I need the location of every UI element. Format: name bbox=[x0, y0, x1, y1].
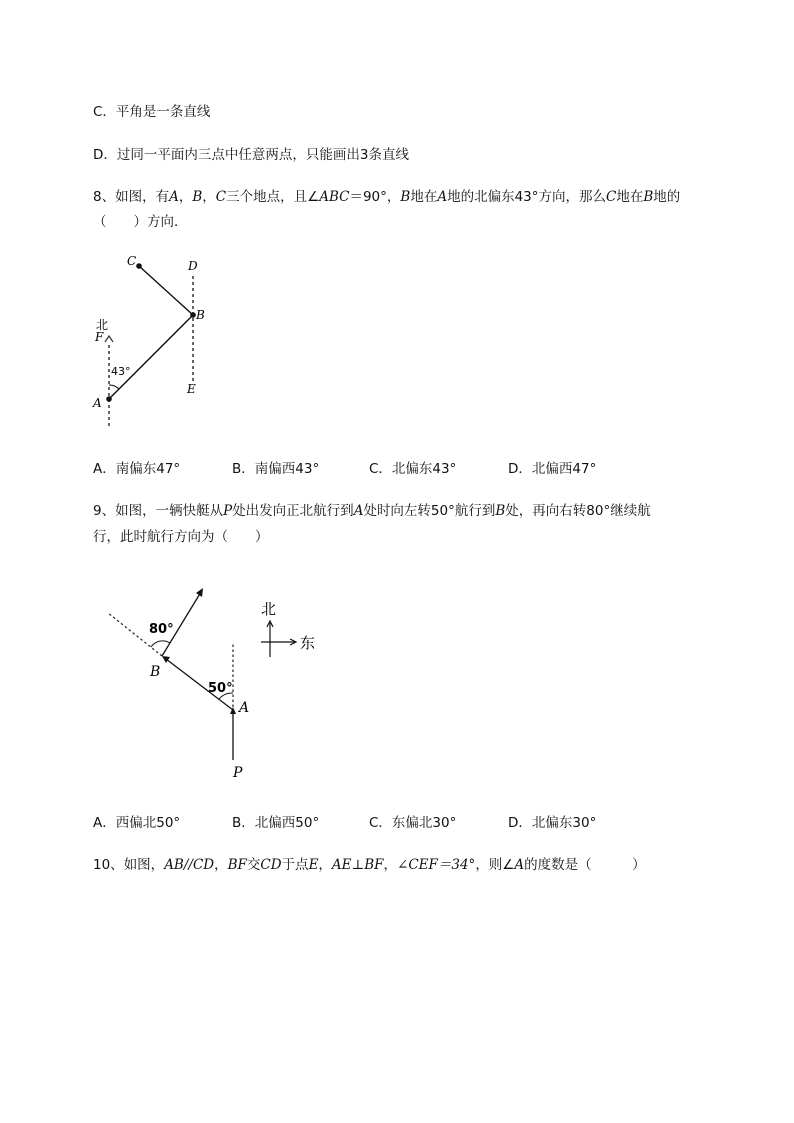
q8-label-angle: 43° bbox=[111, 365, 131, 378]
q9-label-b: B bbox=[150, 664, 161, 680]
q9-option-b: B．北偏西50° bbox=[232, 815, 320, 831]
q8-point-c bbox=[136, 263, 142, 269]
q9-option-a: A．西偏北50° bbox=[93, 815, 181, 831]
q8-label-a: A bbox=[93, 396, 102, 410]
q9-label-p: P bbox=[233, 765, 243, 781]
q9-figure bbox=[100, 580, 330, 785]
q9-label-east: 东 bbox=[300, 634, 316, 652]
q8-point-a bbox=[106, 396, 112, 402]
q8-figure bbox=[85, 248, 225, 433]
q8-label-e: E bbox=[187, 382, 196, 396]
q9-arrow-b bbox=[162, 656, 170, 663]
q8-option-b: B．南偏西43° bbox=[232, 461, 320, 477]
q8-label-f: F bbox=[95, 330, 104, 344]
q9-option-c: C．东偏北30° bbox=[369, 815, 457, 831]
q8-label-d: D bbox=[188, 259, 198, 273]
q10-number: 10、 bbox=[93, 857, 124, 873]
q8-option-a: A．南偏东47° bbox=[93, 461, 181, 477]
q8-north-arrow bbox=[105, 336, 113, 342]
q9-stem-line2: 行，此时航行方向为（ ） bbox=[93, 529, 269, 545]
q9-number: 9、 bbox=[93, 503, 116, 519]
q8-segment-cb bbox=[139, 266, 193, 315]
q8-label-north: 北 bbox=[96, 318, 109, 332]
q9-option-d: D．北偏东30° bbox=[508, 815, 597, 831]
q8-point-b bbox=[190, 312, 196, 318]
q9-label-50: 50° bbox=[208, 681, 233, 696]
q8-segment-ab bbox=[109, 315, 193, 399]
q9-stem-line1: 9、如图，一辆快艇从P处出发向正北航行到A处时向左转50°航行到B处，再向右转80°继续航 bbox=[93, 503, 651, 519]
q8-stem-line2: （ ）方向． bbox=[93, 214, 188, 230]
q8-option-c: C．北偏东43° bbox=[369, 461, 457, 477]
q8-option-d: D．北偏西47° bbox=[508, 461, 597, 477]
q7-option-d: D．过同一平面内三点中任意两点，只能画出3条直线 bbox=[93, 147, 409, 163]
q8-label-c: C bbox=[127, 254, 137, 268]
q7-option-c: C．平角是一条直线 bbox=[93, 104, 211, 120]
q8-label-b: B bbox=[196, 308, 205, 322]
q8-stem-line1: 8、如图，有A，B，C三个地点，且∠ABC＝90°，B地在A地的北偏东43°方向，那么C地在B地的 bbox=[93, 189, 681, 205]
q9-angle-arc-80 bbox=[151, 641, 170, 647]
q8-number: 8、 bbox=[93, 189, 116, 205]
q9-label-a: A bbox=[239, 700, 250, 716]
q9-label-80: 80° bbox=[149, 622, 174, 637]
q8-angle-arc bbox=[109, 385, 119, 389]
q9-label-north: 北 bbox=[261, 600, 277, 618]
q10-stem: 10、如图，AB//CD，BF交CD于点E，AE⊥BF，∠CEF＝34°，则∠A的度数是（ ） bbox=[93, 857, 646, 873]
